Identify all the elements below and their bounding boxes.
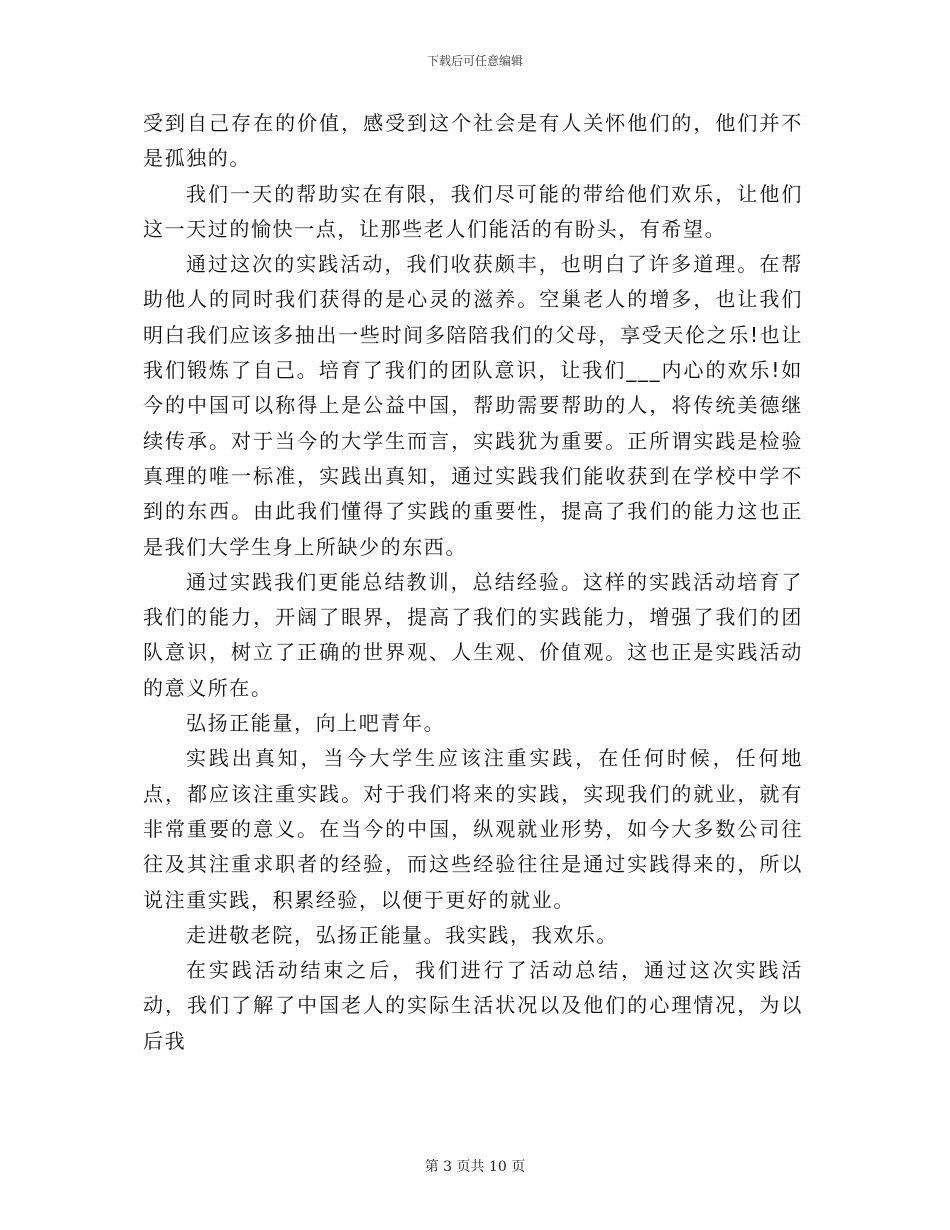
paragraph: 走进敬老院，弘扬正能量。我实践，我欢乐。 — [186, 922, 618, 947]
paragraph: 在实践活动结束之后，我们进行了活动总结，通过这次实践活动，我们了解了中国老人的实际生活状况以及他们的心理情况，为以后我 — [143, 958, 803, 1053]
document-body — [143, 106, 803, 1059]
page-number: 第 3 页共 10 页 — [424, 1159, 526, 1175]
paragraph: 通过实践我们更能总结教训，总结经验。这样的实践活动培育了我们的能力，开阔了眼界，提高了我们的实践能力，增强了我们的团队意识，树立了正确的世界观、人生观、价值观。这也正是实践活动的意义所在。 — [143, 569, 803, 700]
page-header-note: 下载后可任意编辑 — [426, 54, 523, 68]
paragraph: 通过这次的实践活动，我们收获颇丰，也明白了许多道理。在帮助他人的同时我们获得的是心灵的滋养。空巢老人的增多，也让我们明白我们应该多抽出一些时间多陪陪我们的父母，享受天伦之乐!也让我们锻炼了自己。培育了我们的团队意识，让我们___内心的欢乐!如今的中国可以称得上是公益中国，帮助需要帮助的人，将传统美德继续传承。对于当今的大学生而言，实践犹为重要。正所谓实践是检验真理的唯一标准，实践出真知，通过实践我们能收获到在学校中学不到的东西。由此我们懂得了实践的重要性，提高了我们的能力这也正是我们大学生身上所缺少的东西。 — [143, 252, 803, 559]
paragraph: 弘扬正能量，向上吧青年。 — [186, 711, 446, 736]
paragraph: 我们一天的帮助实在有限，我们尽可能的带给他们欢乐，让他们这一天过的愉快一点，让那些老人们能活的有盼头，有希望。 — [143, 181, 803, 241]
paragraph: 实践出真知，当今大学生应该注重实践，在任何时候，任何地点，都应该注重实践。对于我们将来的实践，实现我们的就业，就有非常重要的意义。在当今的中国，纵观就业形势，如今大多数公司往往及其注重求职者的经验，而这些经验往往是通过实践得来的，所以说注重实践，积累经验，以便于更好的就业。 — [143, 746, 803, 912]
paragraph-continued: 受到自己存在的价值，感受到这个社会是有人关怀他们的，他们并不是孤独的。 — [143, 111, 803, 171]
